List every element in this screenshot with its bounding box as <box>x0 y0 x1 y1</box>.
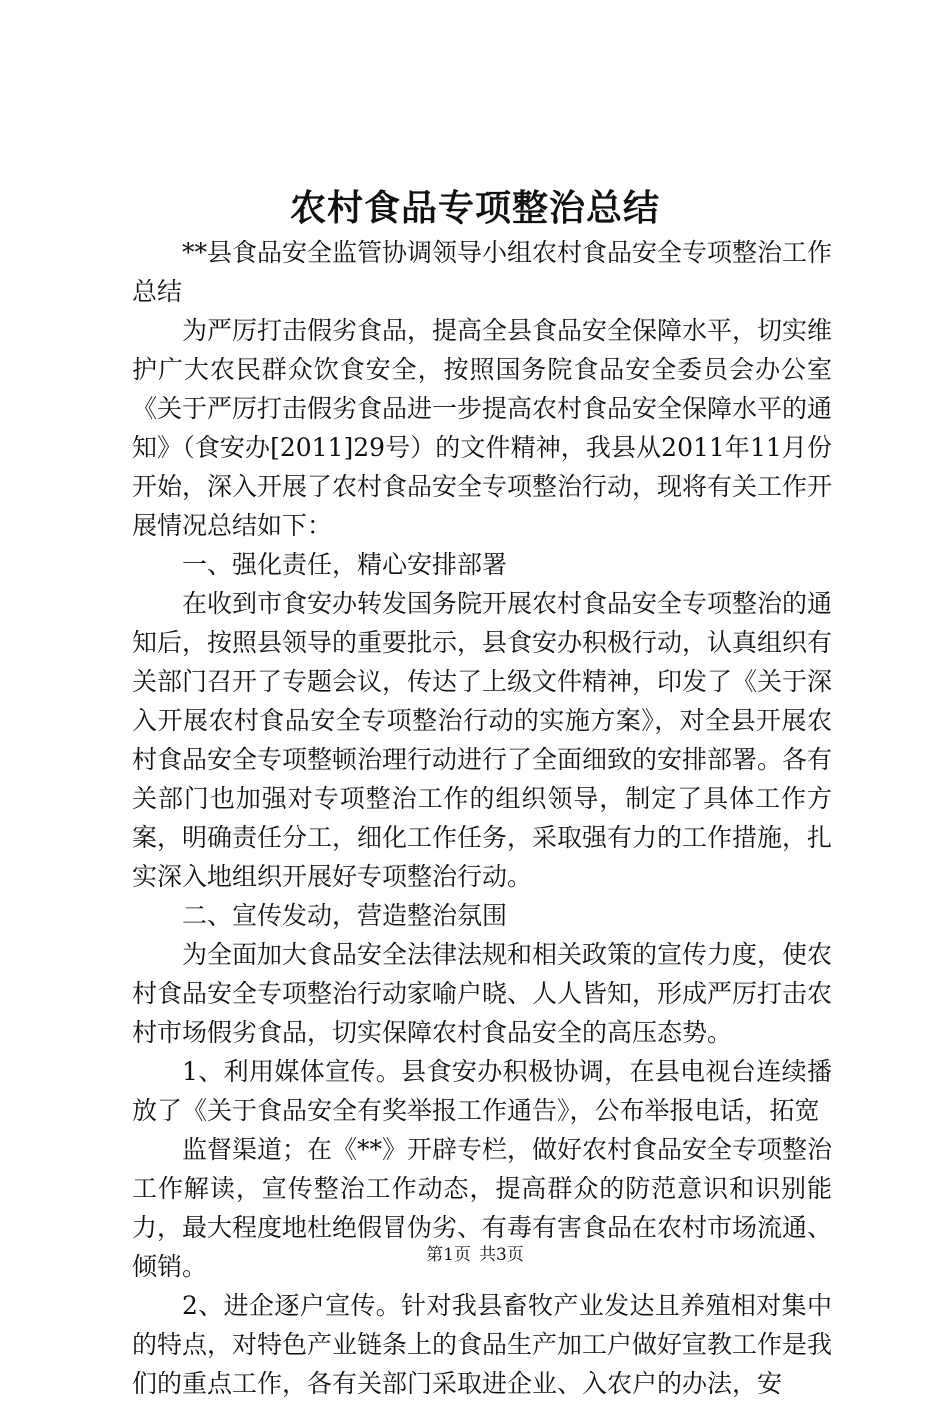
page-total: 共3页 <box>479 1245 524 1265</box>
document-title: 农村食品专项整治总结 <box>289 187 660 229</box>
page-number: 第1页 <box>426 1245 471 1265</box>
paragraph-subtitle: **县食品安全监管协调领导小组农村食品安全专项整治工作总结 <box>132 238 833 306</box>
paragraph-media-publicity: 1、利用媒体宣传。县食安办积极协调，在县电视台连续播放了《关于食品安全有奖举报工作通告》，公布举报电话，拓宽 <box>132 1057 832 1125</box>
section-heading-2: 二、宣传发动，营造整治氛围 <box>182 901 508 930</box>
document-body <box>132 233 832 1403</box>
paragraph-section-2: 为全面加大食品安全法律法规和相关政策的宣传力度，使农村食品安全专项整治行动家喻户晓、人人皆知，形成严厉打击农村市场假劣食品，切实保障农村食品安全的高压态势。 <box>132 940 833 1047</box>
page-footer <box>0 1243 950 1267</box>
section-heading-1: 一、强化责任，精心安排部署 <box>182 550 508 579</box>
paragraph-supervision: 监督渠道；在《**》开辟专栏，做好农村食品安全专项整治工作解读，宣传整治工作动态，提高群众的防范意识和识别能力，最大程度地杜绝假冒伪劣、有毒有害食品在农村市场流通、倾销。 <box>132 1135 833 1281</box>
paragraph-section-1: 在收到市食安办转发国务院开展农村食品安全专项整治的通知后，按照县领导的重要批示，县食安办积极行动，认真组织有关部门召开了专题会议，传达了上级文件精神，印发了《关于深入开展农村食品安全专项整治行动的实施方案》，对全县开展农村食品安全专项整顿治理行动进行了全面细致的安排部署。各有关部门也加强对专项整治工作的组织领导，制定了具体工作方案，明确责任分工，细化工作任务，采取强有力的工作措施，扎实深入地组织开展好专项整治行动。 <box>132 589 833 891</box>
paragraph-household-publicity: 2、进企逐户宣传。针对我县畜牧产业发达且养殖相对集中的特点，对特色产业链条上的食品生产加工户做好宣教工作是我们的重点工作，各有关部门采取进企业、入农户的办法，安 <box>132 1291 833 1398</box>
paragraph-intro: 为严厉打击假劣食品，提高全县食品安全保障水平，切实维护广大农民群众饮食安全，按照国务院食品安全委员会办公室《关于严厉打击假劣食品进一步提高农村食品安全保障水平的通知》（食安办[2011]29号）的文件精神，我县从2011年11月份开始，深入开展了农村食品安全专项整治行动，现将有关工作开展情况总结如下： <box>132 316 833 540</box>
